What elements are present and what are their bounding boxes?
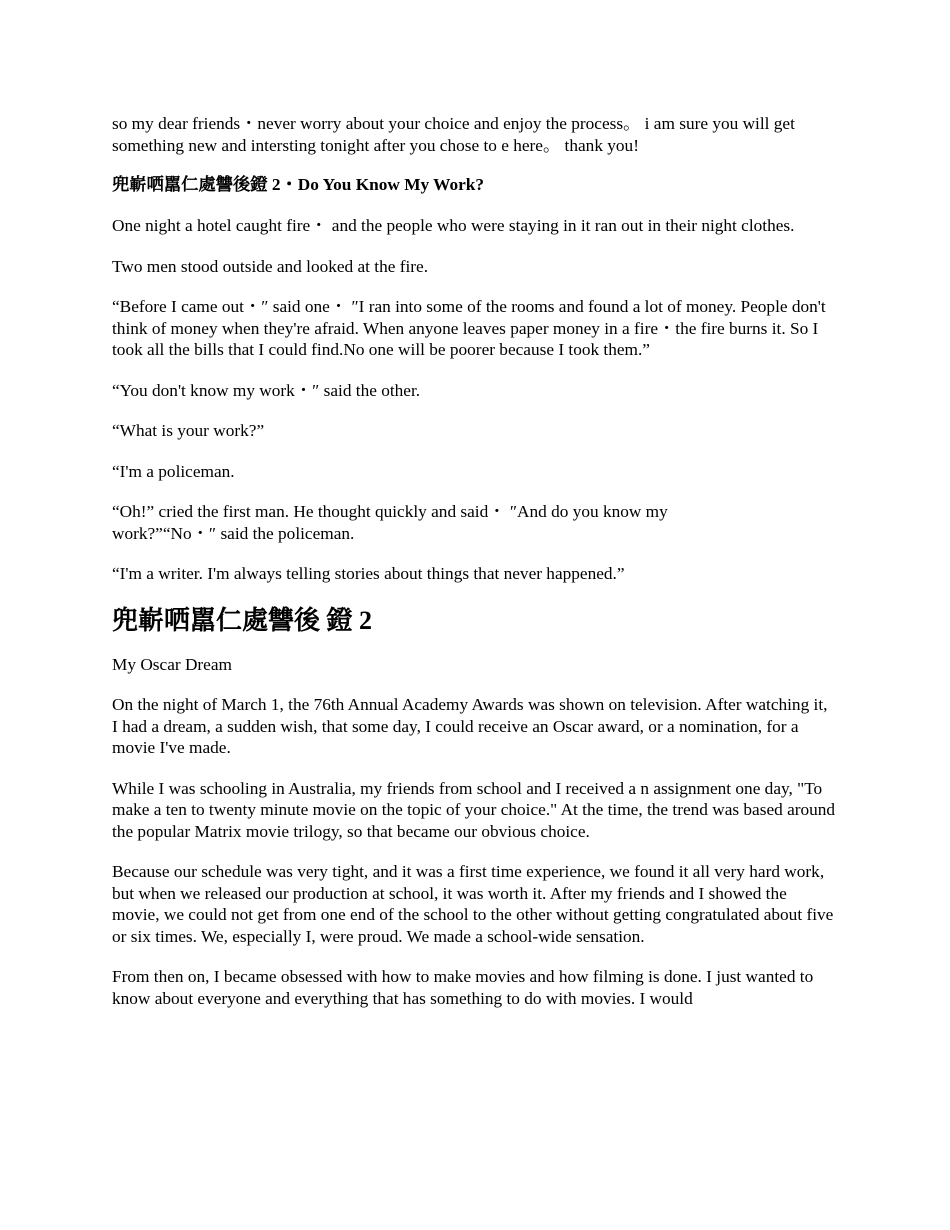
story-paragraph: “What is your work?” <box>112 421 265 440</box>
essay-paragraph: Because our schedule was very tight, and it was a first time experience, we found it all very hard work, but when we released our production at school, it was worth it. After my friends and I showed the movie, we could not get from one end of the school to the other without getting congratulated about five or six times. We, especially I, were proud. We made a school-wide sensation. <box>112 862 834 946</box>
story-paragraph: Two men stood outside and looked at the fire. <box>112 256 429 276</box>
essay-title: My Oscar Dream <box>112 654 232 674</box>
story-paragraph: “Oh!” cried the first man. He thought quickly and said・ ″And do you know my work?”“No・″ said the policeman. <box>112 502 668 543</box>
essay-paragraph: From then on, I became obsessed with how to make movies and how filming is done. I just wanted to know about everyone and everything that has something to do with movies. I would <box>112 967 814 1008</box>
intro-paragraph: so my dear friends・never worry about your choice and enjoy the process。 i am sure you will get something new and intersting tonight after you chose to e here。 thank you! <box>112 114 795 155</box>
document-page <box>112 113 837 1028</box>
story-paragraph: “I'm a writer. I'm always telling stories about things that never happened.” <box>112 564 625 583</box>
story-paragraph: “Before I came out・″ said one・ ″I ran into some of the rooms and found a lot of money. People don't think of money when they're afraid. When anyone leaves paper money in a fire・the fire burns it. So I took all the bills that I could find.No one will be poorer because I took them.” <box>112 297 826 359</box>
essay-paragraph: While I was schooling in Australia, my friends from school and I received a n assignment one day, "To make a ten to twenty minute movie on the topic of your choice." At the time, the trend was based around the popular Matrix movie trilogy, so that became our obvious choice. <box>112 778 836 841</box>
section-heading: 兜嶄哂嚚仁處讐後 鐙 2 <box>112 605 373 635</box>
story-paragraph: “You don't know my work・″ said the other. <box>112 380 421 400</box>
story-paragraph: “I'm a policeman. <box>112 461 235 481</box>
story-heading: 兜嶄哂嚚仁處讐後鐙 2・Do You Know My Work? <box>112 175 485 194</box>
story-paragraph: One night a hotel caught fire・ and the people who were staying in it ran out in their night clothes. <box>112 216 795 235</box>
essay-paragraph: On the night of March 1, the 76th Annual Academy Awards was shown on television. After watching it, I had a dream, a sudden wish, that some day, I could receive an Oscar award, or a nomination, for a movie I've made. <box>112 695 828 757</box>
